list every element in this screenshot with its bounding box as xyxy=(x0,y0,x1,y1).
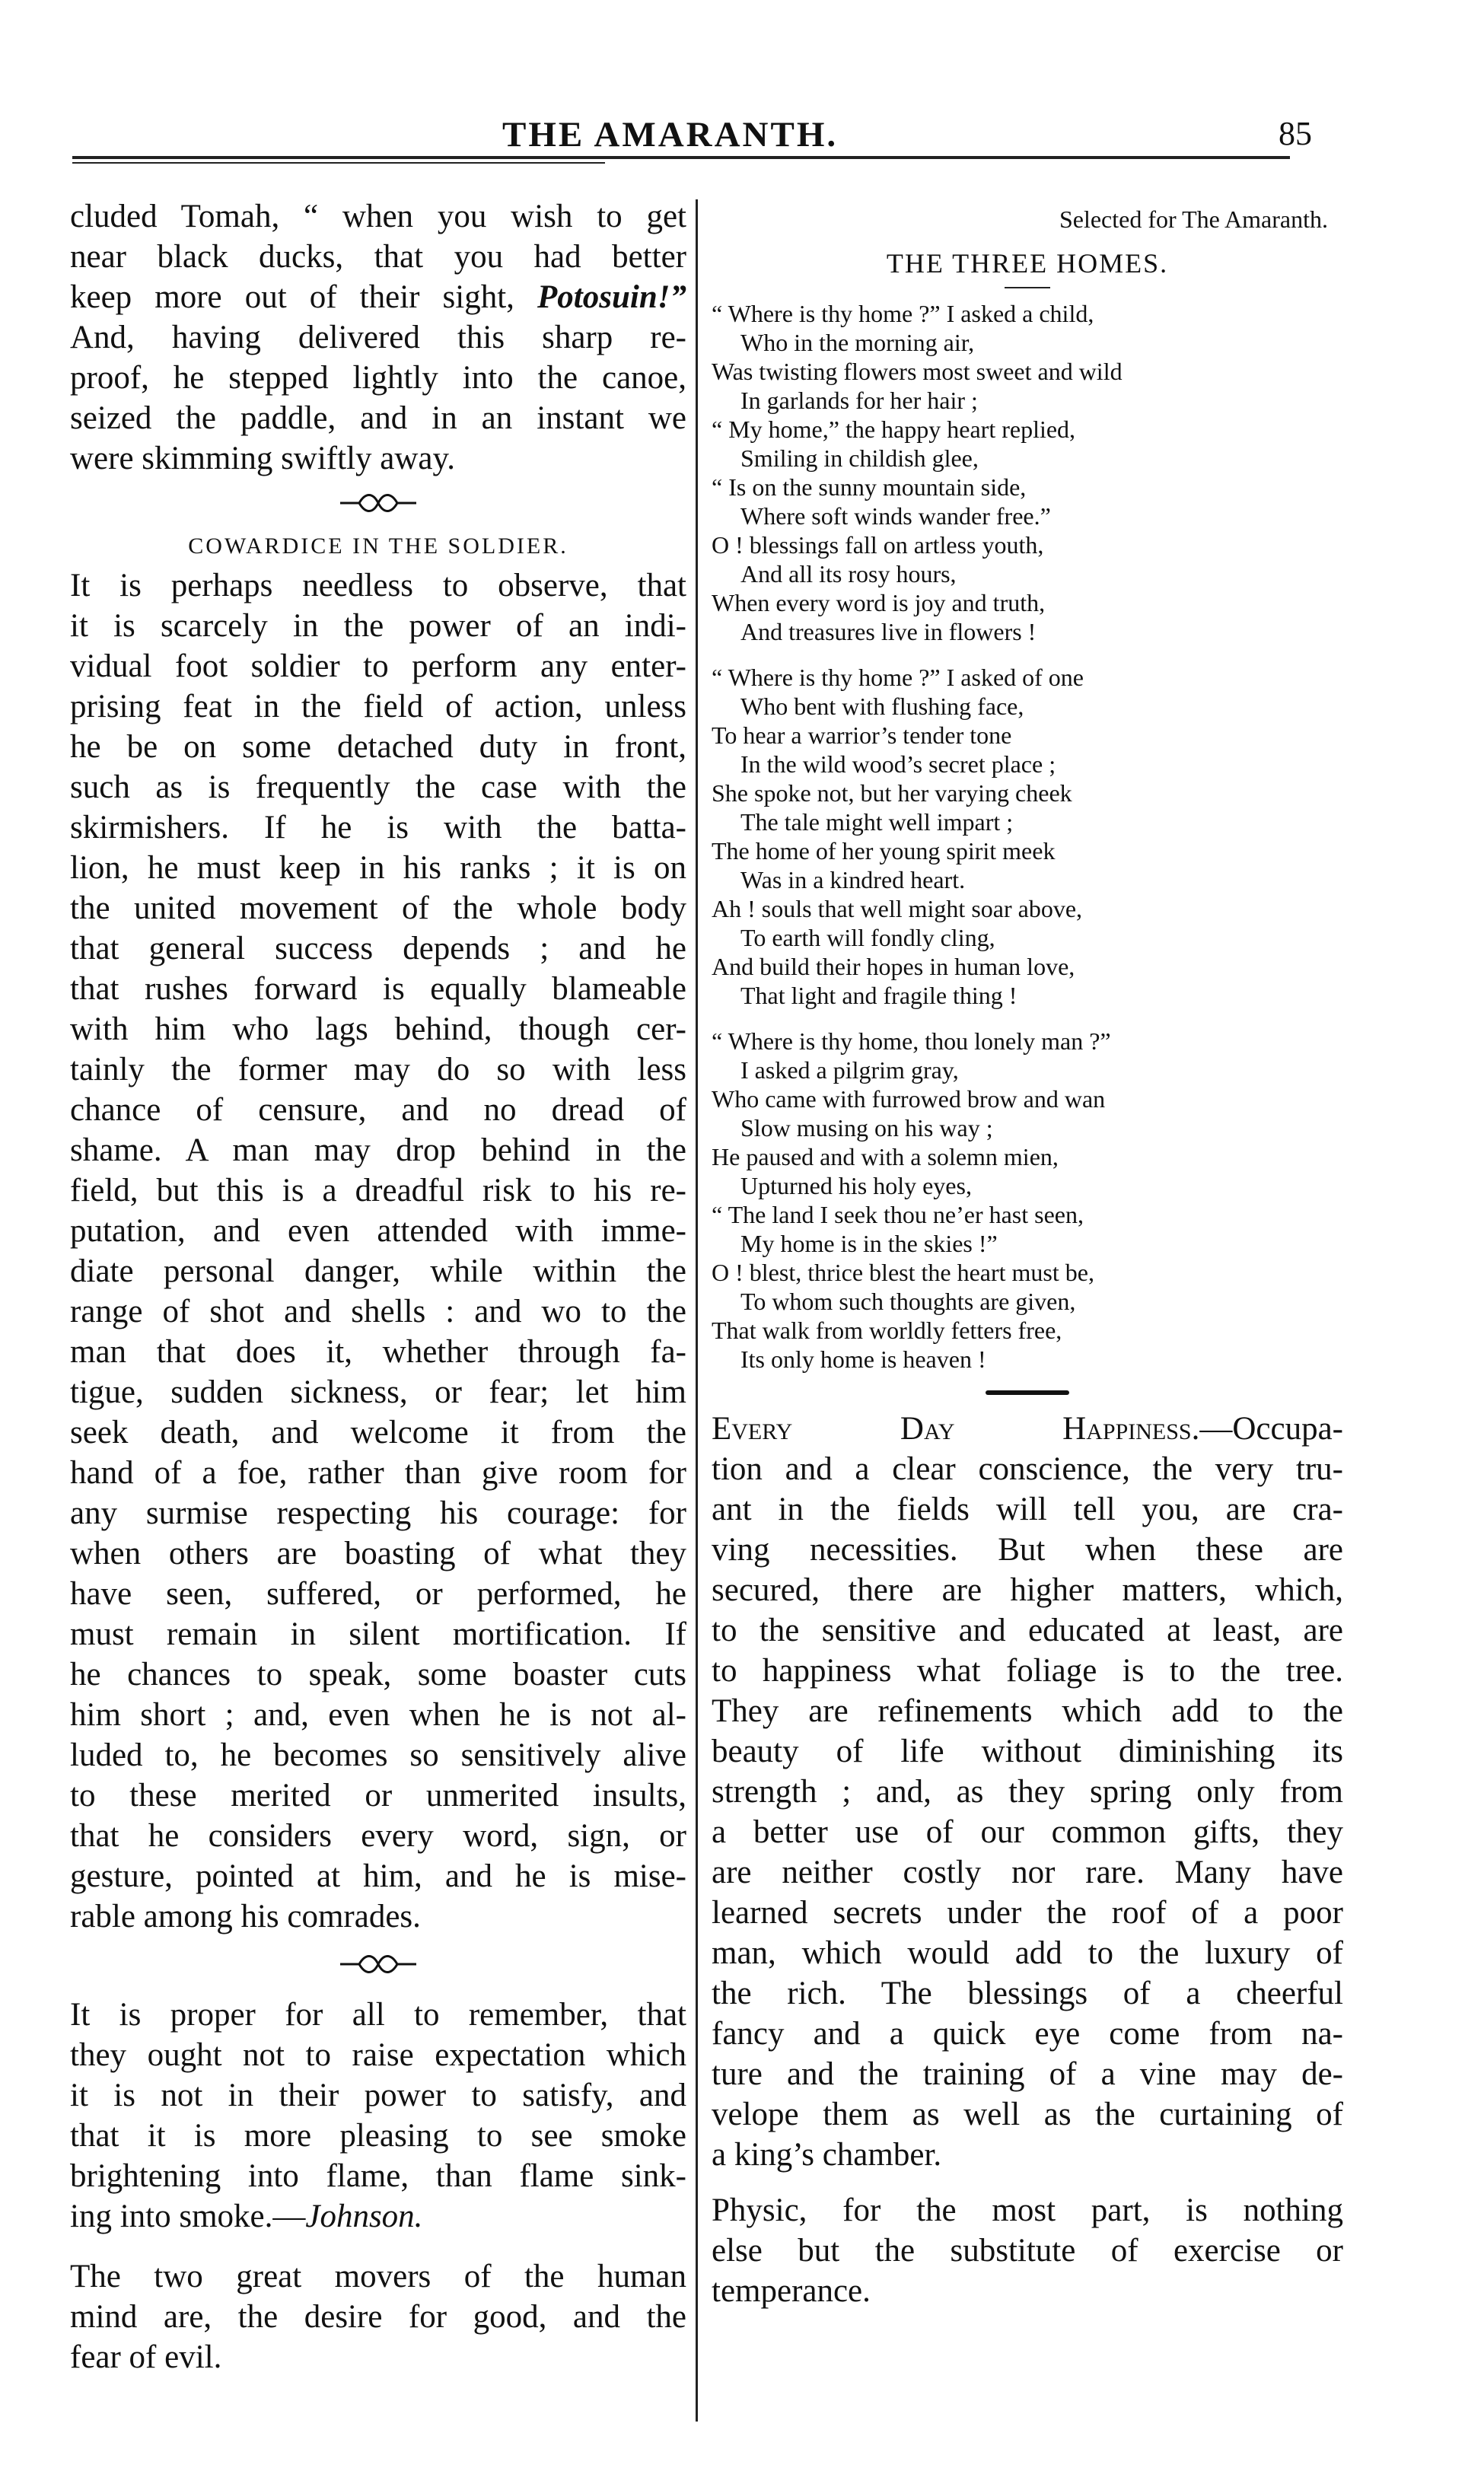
text-line: skirmishers. If he is with the batta- xyxy=(70,810,686,845)
poem-line: The home of her young spirit meek xyxy=(712,837,1056,865)
poem-line: O ! blest, thrice blest the heart must be, xyxy=(712,1259,1094,1286)
text-line: that it is more pleasing to see smoke xyxy=(70,2118,686,2154)
text-line: vidual foot soldier to perform any enter- xyxy=(70,648,686,684)
text-line: prising feat in the field of action, unless xyxy=(70,689,686,724)
poem-line: Where soft winds wander free.” xyxy=(740,502,1051,530)
character-name: Potosuin!” xyxy=(537,279,686,315)
poem-line: “ Where is thy home ?” I asked of one xyxy=(712,664,1084,691)
text-line: secured, there are higher matters, which, xyxy=(712,1572,1343,1608)
poem-line: Smiling in childish glee, xyxy=(740,444,979,472)
poem-line: To hear a warrior’s tender tone xyxy=(712,721,1012,749)
poem-line: Was twisting flowers most sweet and wild xyxy=(712,358,1123,385)
header-rule-thin xyxy=(72,162,605,164)
poem-line: Who bent with flushing face, xyxy=(740,693,1024,720)
text-line: diate personal danger, while within the xyxy=(70,1253,686,1289)
text-line: it is not in their power to satisfy, and xyxy=(70,2078,686,2113)
poem-credit: Selected for The Amaranth. xyxy=(1059,205,1328,233)
text-line: keep more out of their sight, Potosuin!” xyxy=(70,279,686,315)
johnson-quote xyxy=(70,1995,686,2237)
text-line: near black ducks, that you had better xyxy=(70,239,686,275)
text-line: ture and the training of a vine may de- xyxy=(712,2056,1343,2092)
poem-stanza xyxy=(712,663,1343,1010)
text-line: he chances to speak, some boaster cuts xyxy=(70,1657,686,1692)
section-ornament xyxy=(986,1390,1069,1395)
poem-line: Upturned his holy eyes, xyxy=(740,1172,972,1199)
page-number: 85 xyxy=(1279,115,1312,152)
text-line: It is perhaps needless to observe, that xyxy=(70,568,686,603)
text-line: a better use of our common gifts, they xyxy=(712,1814,1343,1850)
poem-line: And build their hopes in human love, xyxy=(712,953,1075,980)
poem-line: To whom such thoughts are given, xyxy=(740,1288,1076,1315)
text-line: seized the paddle, and in an instant we xyxy=(70,400,686,436)
page-header xyxy=(0,114,1484,160)
section-ornament xyxy=(70,489,686,523)
poem-line: That light and fragile thing ! xyxy=(740,982,1017,1009)
text-line: hand of a foe, rather than give room for xyxy=(70,1455,686,1491)
poem-line: “ Where is thy home ?” I asked a child, xyxy=(712,300,1094,327)
text-line: chance of censure, and no dread of xyxy=(70,1092,686,1128)
text-line: with him who lags behind, though cer- xyxy=(70,1011,686,1047)
poem-stanza xyxy=(712,299,1343,646)
cowardice-article xyxy=(70,565,686,1937)
text-line: mind are, the desire for good, and the xyxy=(70,2299,686,2335)
text-line: And, having delivered this sharp re- xyxy=(70,320,686,355)
text-line: ant in the fields will tell you, are cra- xyxy=(712,1492,1343,1527)
text-line: tigue, sudden sickness, or fear; let him xyxy=(70,1374,686,1410)
movers-quote xyxy=(70,2256,686,2377)
text-line: ving necessities. But when these are xyxy=(712,1532,1343,1568)
text-line: it is scarcely in the power of an indi- xyxy=(70,608,686,644)
text-line: that he considers every word, sign, or xyxy=(70,1818,686,1854)
text-line: Physic, for the most part, is nothing xyxy=(712,2192,1343,2228)
text-line: else but the substitute of exercise or xyxy=(712,2233,1343,2269)
text-line: strength ; and, as they spring only from xyxy=(712,1774,1343,1810)
poem-line: Who in the morning air, xyxy=(740,329,975,356)
poem-line: O ! blessings fall on artless youth, xyxy=(712,531,1044,559)
poem-line: The tale might well impart ; xyxy=(740,808,1014,836)
text-line: are neither costly nor rare. Many have xyxy=(712,1855,1343,1890)
poem-line: Was in a kindred heart. xyxy=(740,866,966,893)
text-line: It is proper for all to remember, that xyxy=(70,1997,686,2033)
text-line: Every Day Happiness.—Occupa- xyxy=(712,1411,1343,1447)
text-line: that rushes forward is equally blameable xyxy=(70,971,686,1007)
poem-line: “ The land I seek thou ne’er hast seen, xyxy=(712,1201,1084,1228)
text-line: must remain in silent mortification. If xyxy=(70,1616,686,1652)
text-line: when others are boasting of what they xyxy=(70,1536,686,1571)
text-line: he be on some detached duty in front, xyxy=(70,729,686,765)
poem-title: THE THREE HOMES. xyxy=(886,248,1169,279)
text-line: the united movement of the whole body xyxy=(70,890,686,926)
poem-line: Slow musing on his way ; xyxy=(740,1114,993,1142)
text-line: putation, and even attended with imme- xyxy=(70,1213,686,1249)
left-column xyxy=(70,196,686,2377)
article-heading: Every Day Happiness. xyxy=(712,1411,1200,1447)
poem-line: Its only home is heaven ! xyxy=(740,1345,986,1373)
text-line: to happiness what foliage is to the tree. xyxy=(712,1653,1343,1689)
poem-line: “ Is on the sunny mountain side, xyxy=(712,473,1027,501)
poem-line: She spoke not, but her varying cheek xyxy=(712,779,1072,807)
text-line: proof, he stepped lightly into the canoe, xyxy=(70,360,686,396)
text-line: beauty of life without diminishing its xyxy=(712,1734,1343,1769)
text-line: learned secrets under the roof of a poor xyxy=(712,1895,1343,1931)
happiness-article xyxy=(712,1409,1343,2175)
poem-line: When every word is joy and truth, xyxy=(712,589,1046,616)
poem-line: And all its rosy hours, xyxy=(740,560,957,587)
text-line: lion, he must keep in his ranks ; it is on xyxy=(70,850,686,886)
text-line: to these merited or unmerited insults, xyxy=(70,1778,686,1813)
text-line: fancy and a quick eye come from na- xyxy=(712,2016,1343,2052)
text-line: cluded Tomah, “ when you wish to get xyxy=(70,199,686,234)
text-line: velope them as well as the curtaining of xyxy=(712,2097,1343,2132)
poem xyxy=(712,299,1343,1374)
text-line: a king’s chamber. xyxy=(712,2137,942,2173)
text-line: rable among his comrades. xyxy=(70,1899,421,1934)
text-line: to the sensitive and educated at least, are xyxy=(712,1613,1343,1648)
text-line: man, which would add to the luxury of xyxy=(712,1935,1343,1971)
poem-line: “ My home,” the happy heart replied, xyxy=(712,416,1076,443)
poem-line: Who came with furrowed brow and wan xyxy=(712,1085,1106,1113)
story-continuation xyxy=(70,196,686,479)
text-line: they ought not to raise expectation which xyxy=(70,2037,686,2073)
title-rule xyxy=(1005,287,1050,288)
running-title: THE AMARANTH. xyxy=(502,115,839,154)
text-line: that general success depends ; and he xyxy=(70,931,686,966)
text-line: him short ; and, even when he is not al- xyxy=(70,1697,686,1733)
text-line: the rich. The blessings of a cheerful xyxy=(712,1976,1343,2011)
section-ornament xyxy=(70,1950,686,1984)
poem-line: I asked a pilgrim gray, xyxy=(740,1056,959,1084)
text-line: seek death, and welcome it from the xyxy=(70,1415,686,1450)
physic-article xyxy=(712,2190,1343,2311)
text-line: luded to, he becomes so sensitively alive xyxy=(70,1737,686,1773)
text-line: tion and a clear conscience, the very tru- xyxy=(712,1451,1343,1487)
poem-line: My home is in the skies !” xyxy=(740,1230,998,1257)
text-line: such as is frequently the case with the xyxy=(70,769,686,805)
text-line: field, but this is a dreadful risk to his re- xyxy=(70,1173,686,1208)
column-divider xyxy=(696,199,698,2422)
poem-line: In the wild wood’s secret place ; xyxy=(740,750,1056,778)
poem-line: Ah ! souls that well might soar above, xyxy=(712,895,1083,922)
text-line: They are refinements which add to the xyxy=(712,1693,1343,1729)
text-line: have seen, suffered, or performed, he xyxy=(70,1576,686,1612)
text-line: shame. A man may drop behind in the xyxy=(70,1132,686,1168)
poem-line: “ Where is thy home, thou lonely man ?” xyxy=(712,1027,1111,1055)
poem-line: He paused and with a solemn mien, xyxy=(712,1143,1059,1170)
text-line: temperance. xyxy=(712,2273,871,2309)
poem-line: And treasures live in flowers ! xyxy=(740,618,1037,645)
right-column xyxy=(712,205,1343,2311)
poem-line: To earth will fondly cling, xyxy=(740,924,995,951)
poem-line: In garlands for her hair ; xyxy=(740,387,978,414)
text-line: any surmise respecting his courage: for xyxy=(70,1495,686,1531)
text-line: ing into smoke.—Johnson. xyxy=(70,2199,423,2234)
text-line: were skimming swiftly away. xyxy=(70,441,455,476)
header-rule xyxy=(72,156,1290,159)
poem-line: That walk from worldly fetters free, xyxy=(712,1317,1062,1344)
text-line: The two great movers of the human xyxy=(70,2259,686,2294)
text-line: brightening into flame, than flame sink- xyxy=(70,2158,686,2194)
cowardice-title: COWARDICE IN THE SOLDIER. xyxy=(188,533,568,559)
poem-stanza xyxy=(712,1027,1343,1374)
quote-attribution: Johnson. xyxy=(305,2199,423,2234)
text-line: gesture, pointed at him, and he is mise- xyxy=(70,1858,686,1894)
text-line: man that does it, whether through fa- xyxy=(70,1334,686,1370)
text-line: fear of evil. xyxy=(70,2339,222,2375)
text-line: tainly the former may do so with less xyxy=(70,1052,686,1087)
text-line: range of shot and shells : and wo to the xyxy=(70,1294,686,1329)
